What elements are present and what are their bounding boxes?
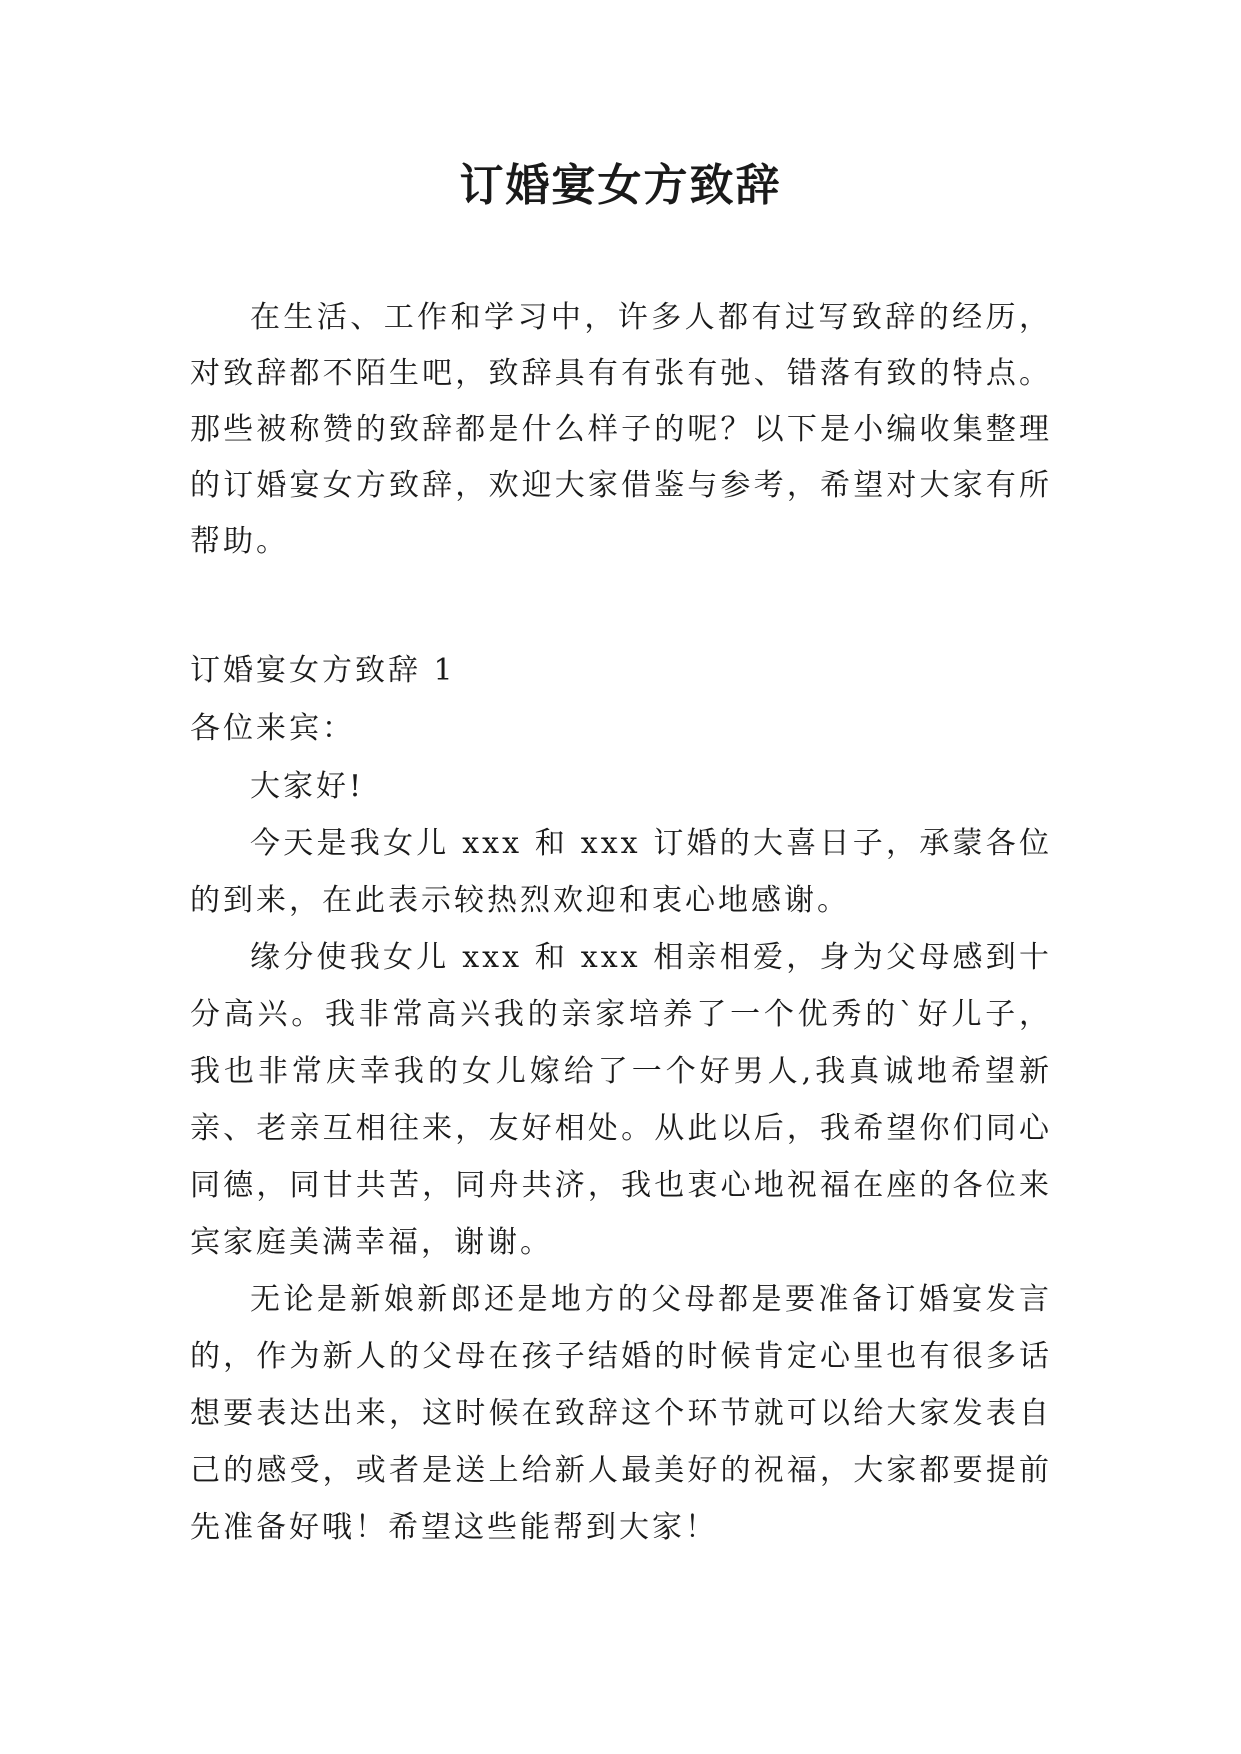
body-paragraph-2: 缘分使我女儿 xxx 和 xxx 相亲相爱，身为父母感到十分高兴。我非常高兴我的亲家培养了一个优秀的`好儿子，我也非常庆幸我的女儿嫁给了一个好男人,我真诚地希望新亲、老亲互相往来，友好相处。从此以后，我希望你们同心同德，同甘共苦，同舟共济，我也衷心地祝福在座的各位来宾家庭美满幸福，谢谢。 (190, 940, 1052, 1260)
intro-block (190, 290, 1052, 570)
body-paragraph-3: 无论是新娘新郎还是地方的父母都是要准备订婚宴发言的，作为新人的父母在孩子结婚的时候肯定心里也有很多话想要表达出来，这时候在致辞这个环节就可以给大家发表自己的感受，或者是送上给新人最美好的祝福，大家都要提前先准备好哦！希望这些能帮到大家！ (190, 1282, 1052, 1545)
salutation: 各位来宾： (190, 711, 355, 746)
body-paragraph-1: 今天是我女儿 xxx 和 xxx 订婚的大喜日子，承蒙各位的到来，在此表示较热烈欢迎和衷心地感谢。 (190, 826, 1052, 918)
document-title: 订婚宴女方致辞 (459, 160, 782, 211)
section-heading: 订婚宴女方致辞 1 (190, 653, 456, 688)
greeting: 大家好! (250, 769, 365, 804)
speech-block (190, 642, 1052, 1556)
intro-paragraph: 在生活、工作和学习中，许多人都有过写致辞的经历，对致辞都不陌生吧，致辞具有有张有弛、错落有致的特点。那些被称赞的致辞都是什么样子的呢？以下是小编收集整理的订婚宴女方致辞，欢迎大家借鉴与参考，希望对大家有所帮助。 (190, 300, 1052, 559)
